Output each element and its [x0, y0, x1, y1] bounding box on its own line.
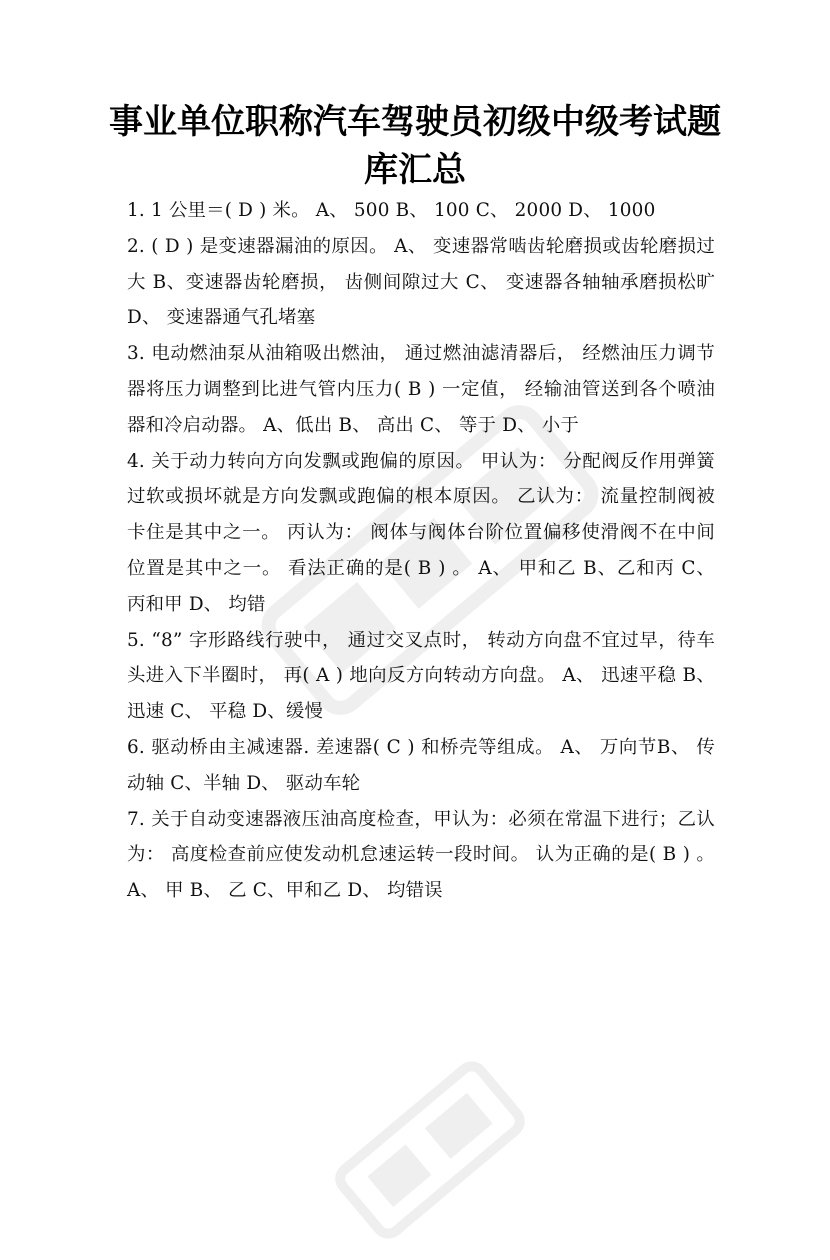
question-5: 5. “8” 字形路线行驶中， 通过交叉点时， 转动方向盘不宜过早，待车头进入下半圈时， 再( A ) 地向反方向转动方向盘。 A、 迅速平稳 B、 迅速 C、 平稳 D、缓慢 — [127, 629, 715, 723]
question-1: 1. 1 公里＝( D ) 米。 A、 500 B、 100 C、 2000 D、 1000 — [127, 200, 656, 221]
title-line-2: 库汇总 — [364, 150, 466, 190]
question-4: 4. 关于动力转向方向发飘或跑偏的原因。 甲认为： 分配阀反作用弹簧过软或损坏就是方向发飘或跑偏的根本原因。 乙认为： 流量控制阀被卡住是其中之一。 丙认为： 阀体与阀体台阶位置偏移使滑阀不在中间位置是其中之一。 看法正确的是( B ) 。 A、 甲和乙 B、乙和丙 C、 丙和甲 D、 均错 — [127, 450, 715, 615]
question-3: 3. 电动燃油泵从油箱吸出燃油， 通过燃油滤清器后， 经燃油压力调节器将压力调整到比进气管内压力( B ) 一定值， 经输油管送到各个喷油器和冷启动器。 A、低出 B、 高出 C、 等于 D、 小于 — [127, 343, 715, 436]
question-list — [127, 193, 715, 909]
question-6: 6. 驱动桥由主减速器. 差速器( C ) 和桥壳等组成。 A、 万向节B、 传动轴 C、半轴 D、 驱动车轮 — [127, 736, 715, 794]
title-line-1: 事业单位职称汽车驾驶员初级中级考试题 — [109, 102, 721, 142]
question-2: 2. ( D ) 是变速器漏油的原因。 A、 变速器常啮齿轮磨损或齿轮磨损过大 B、变速器齿轮磨损， 齿侧间隙过大 C、 变速器各轴轴承磨损松旷 D、 变速器通气孔堵塞 — [127, 235, 715, 329]
document-title — [60, 98, 770, 194]
watermark-fragment-icon — [315, 1040, 545, 1260]
question-7: 7. 关于自动变速器液压油高度检查，甲认为：必须在常温下进行；乙认为： 高度检查前应使发动机怠速运转一段时间。 认为正确的是( B ) 。 A、 甲 B、 乙 C、甲和乙 D、 均错误 — [127, 808, 715, 902]
